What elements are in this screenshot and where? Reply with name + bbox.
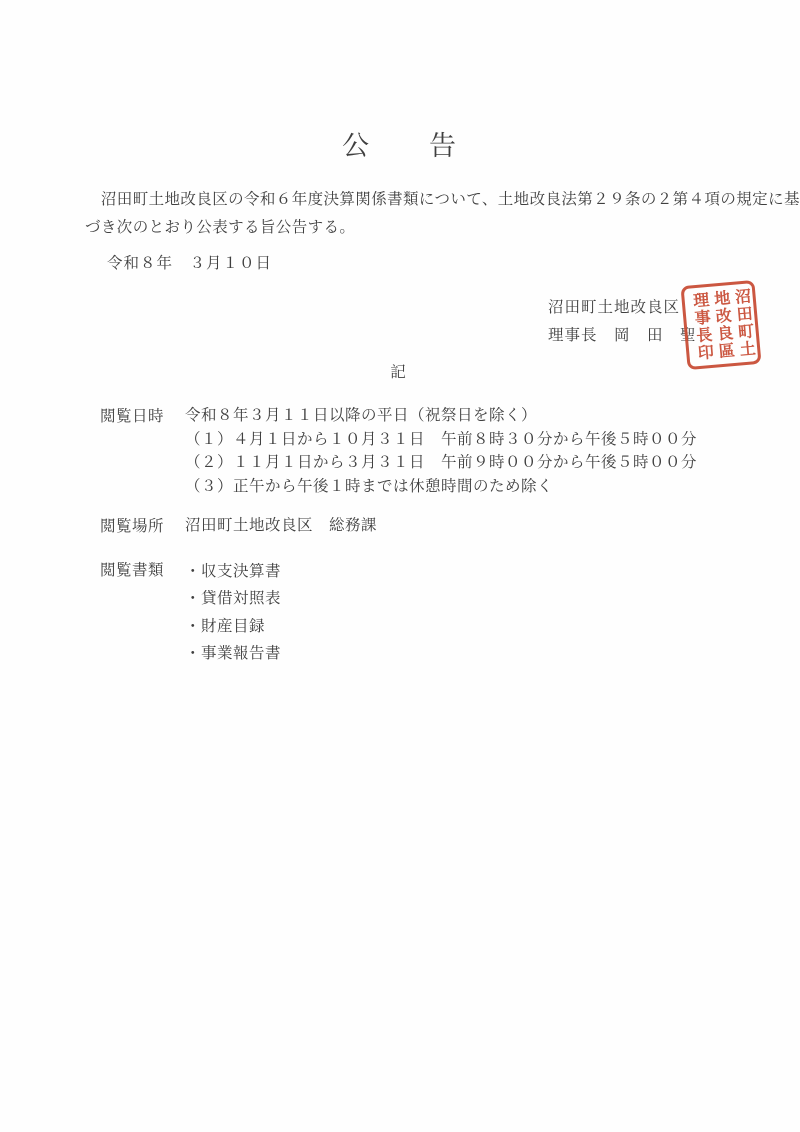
seal-column: 沼田町土 xyxy=(731,287,755,359)
signature-org: 沼田町土地改良区 xyxy=(548,299,681,316)
section-line: ・貸借対照表 xyxy=(185,590,282,608)
body-line: 沼田町土地改良区の令和６年度決算関係書類について、土地改良法第２９条の２第４項の規定に基 xyxy=(85,191,800,208)
section-content xyxy=(185,558,281,667)
section-content xyxy=(185,514,377,538)
ki-heading: 記 xyxy=(390,364,406,381)
seal-column: 理事長印 xyxy=(690,291,714,363)
section-label: 閲覧場所 xyxy=(100,518,165,535)
signature-block xyxy=(548,294,697,350)
body-line: づき次のとおり公表する旨公告する。 xyxy=(85,219,356,236)
page-title: 公 告 xyxy=(342,131,458,161)
section-label: 閲覧日時 xyxy=(100,408,165,425)
section-viewing-documents xyxy=(100,558,281,667)
section-line: 沼田町土地改良区 総務課 xyxy=(185,517,378,534)
section-content xyxy=(185,404,697,498)
body-paragraph xyxy=(85,186,800,242)
official-red-seal xyxy=(680,280,761,370)
signature-president: 理事長 岡 田 聖 xyxy=(548,327,697,344)
section-line: ・財産目録 xyxy=(185,617,266,635)
section-line: （１）４月１日から１０月３１日 午前８時３０分から午後５時００分 xyxy=(185,430,698,448)
section-line: （３）正午から午後１時までは休憩時間のため除く xyxy=(185,477,554,495)
section-viewing-place xyxy=(100,514,377,538)
section-viewing-datetime xyxy=(100,404,697,498)
section-line: （２）１１月１日から３月３１日 午前９時００分から午後５時００分 xyxy=(185,454,698,471)
section-line: ・収支決算書 xyxy=(185,563,282,580)
section-line: ・事業報告書 xyxy=(185,644,282,662)
date-line: 令和８年 ３月１０日 xyxy=(107,255,273,272)
section-label: 閲覧書類 xyxy=(100,562,165,579)
seal-column: 地改良區 xyxy=(710,289,735,361)
section-line: 令和８年３月１１日以降の平日（祝祭日を除く） xyxy=(185,407,538,424)
